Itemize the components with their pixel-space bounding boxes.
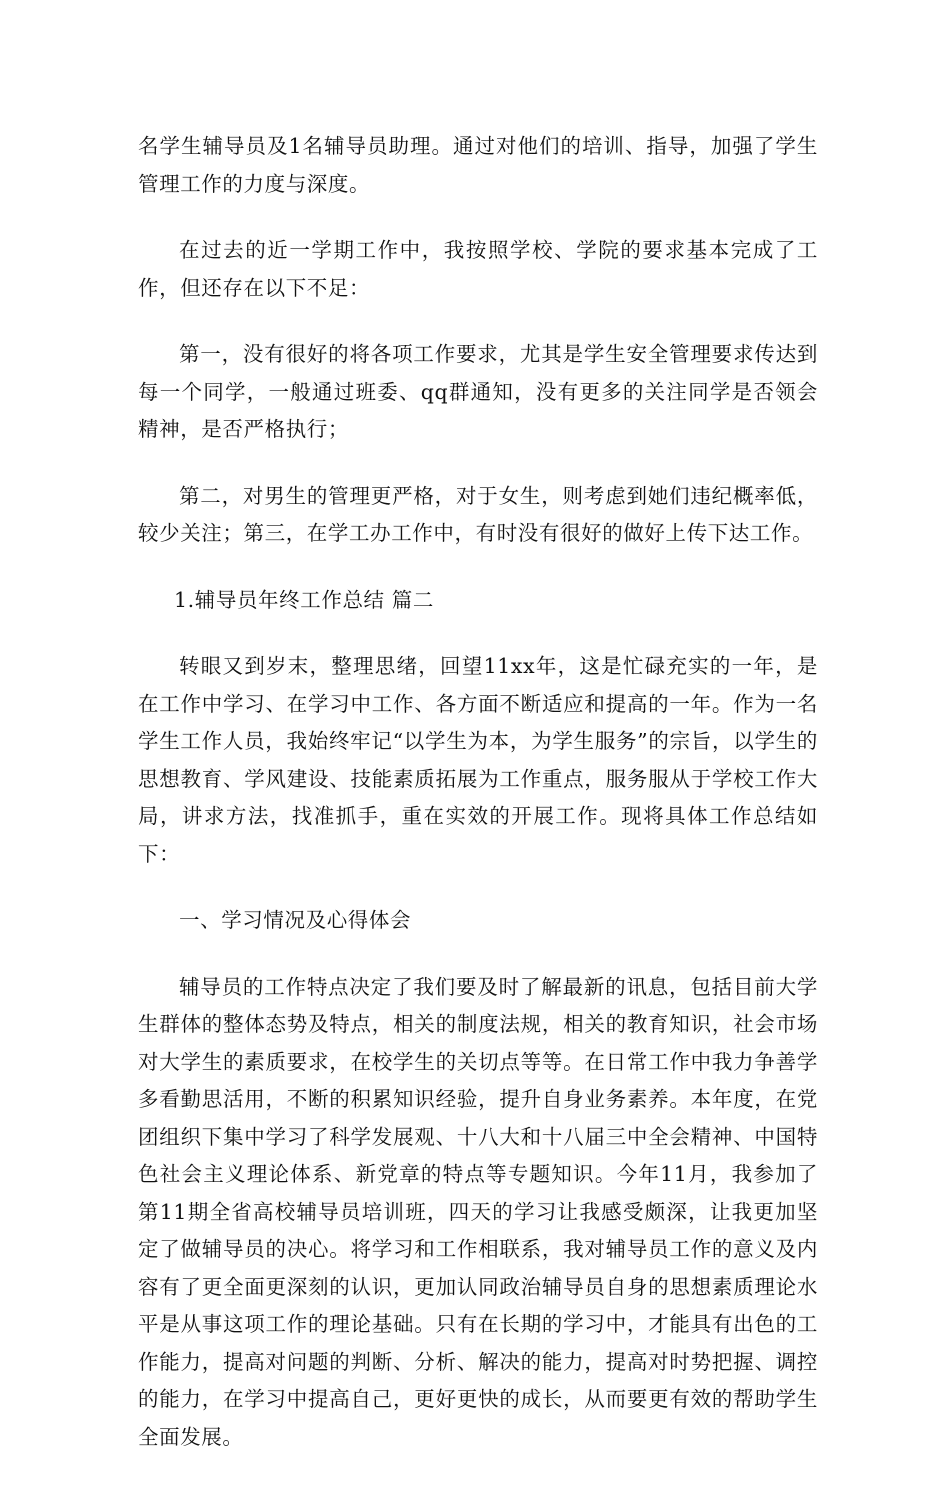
paragraph-continuation: 名学生辅导员及1名辅导员助理。通过对他们的培训、指导，加强了学生管理工作的力度与深度。 bbox=[138, 134, 818, 196]
section-heading-part-two: 1.辅导员年终工作总结 篇二 bbox=[174, 587, 434, 612]
document-body bbox=[138, 128, 818, 1485]
paragraph-shortcoming-second: 第二，对男生的管理更严格，对于女生，则考虑到她们违纪概率低，较少关注；第三，在学工办工作中，有时没有很好的做好上传下达工作。 bbox=[138, 483, 818, 545]
paragraph-shortcomings-intro: 在过去的近一学期工作中，我按照学校、学院的要求基本完成了工作，但还存在以下不足： bbox=[138, 238, 818, 300]
paragraph-shortcoming-first: 第一，没有很好的将各项工作要求，尤其是学生安全管理要求传达到每一个同学，一般通过班委、qq群通知，没有更多的关注同学是否领会精神，是否严格执行； bbox=[138, 342, 818, 441]
paragraph-year-summary-intro: 转眼又到岁末，整理思绪，回望11xx年，这是忙碌充实的一年，是在工作中学习、在学习中工作、各方面不断适应和提高的一年。作为一名学生工作人员，我始终牢记“以学生为本，为学生服务”的宗旨，以学生的思想教育、学风建设、技能素质拓展为工作重点，服务服从于学校工作大局，讲求方法，找准抓手，重在实效的开展工作。现将具体工作总结如下： bbox=[138, 654, 818, 866]
paragraph-study-details: 辅导员的工作特点决定了我们要及时了解最新的讯息，包括目前大学生群体的整体态势及特点，相关的制度法规，相关的教育知识，社会市场对大学生的素质要求，在校学生的关切点等等。在日常工作中我力争善学多看勤思活用，不断的积累知识经验，提升自身业务素养。本年度，在党团组织下集中学习了科学发展观、十八大和十八届三中全会精神、中国特色社会主义理论体系、新党章的特点等专题知识。今年11月，我参加了第11期全省高校辅导员培训班，四天的学习让我感受颇深，让我更加坚定了做辅导员的决心。将学习和工作相联系，我对辅导员工作的意义及内容有了更全面更深刻的认识，更加认同政治辅导员自身的思想素质理论水平是从事这项工作的理论基础。只有在长期的学习中，才能具有出色的工作能力，提高对问题的判断、分析、解决的能力，提高对时势把握、调控的能力，在学习中提高自己，更好更快的成长，从而要更有效的帮助学生全面发展。 bbox=[138, 974, 818, 1449]
section-heading-study: 一、学习情况及心得体会 bbox=[179, 908, 412, 932]
